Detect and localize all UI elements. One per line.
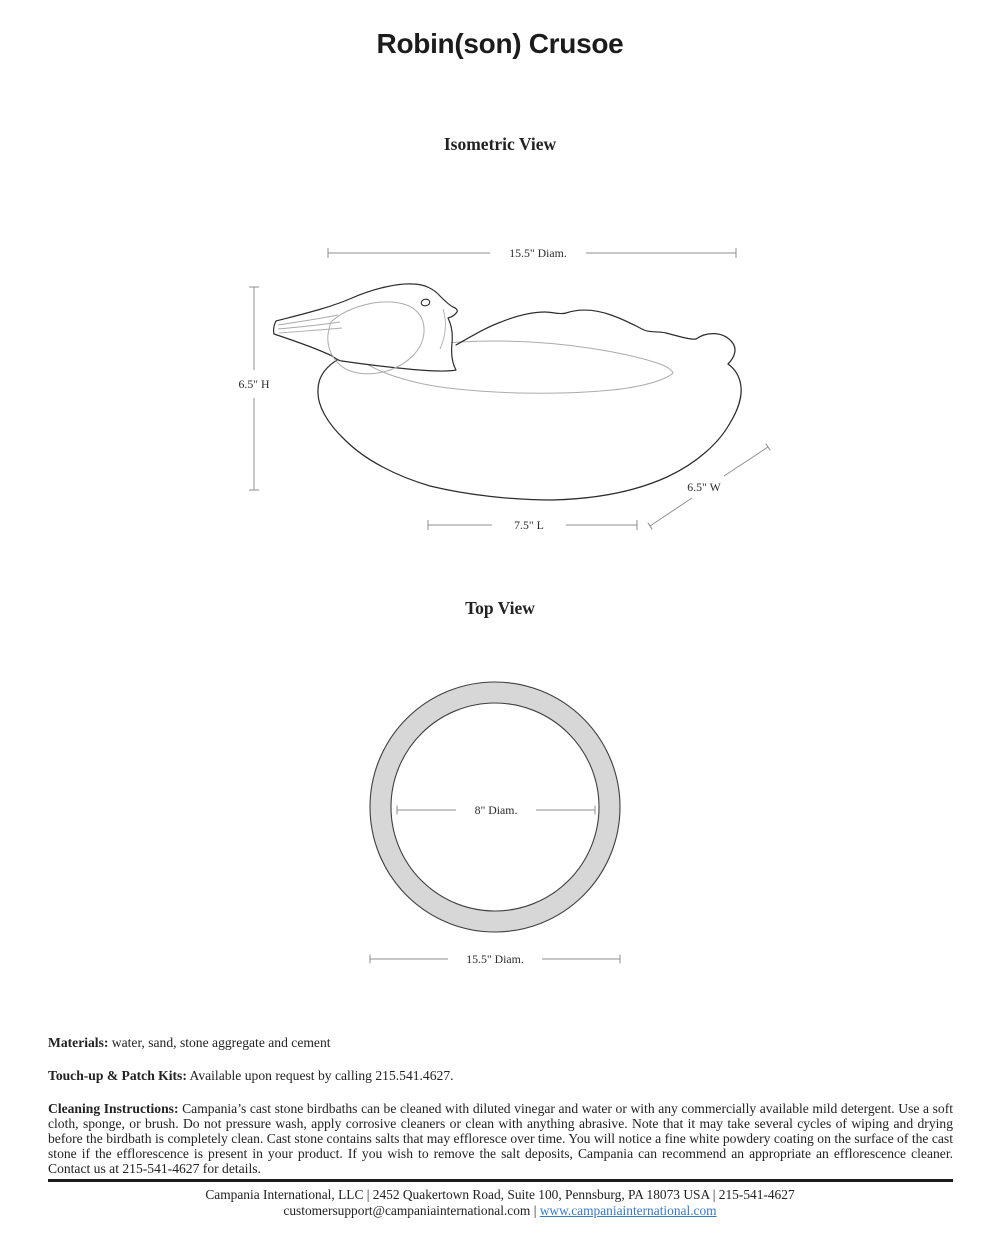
top-view-heading: Top View xyxy=(465,598,535,618)
cleaning-instructions xyxy=(48,1101,953,1177)
bird-body xyxy=(274,284,458,371)
touchup-label: Touch-up & Patch Kits: xyxy=(48,1067,187,1083)
footer-contact xyxy=(0,1203,1000,1219)
touchup-row xyxy=(48,1068,953,1083)
dim-tick xyxy=(766,444,770,451)
footer-separator: | xyxy=(530,1203,540,1218)
cleaning-label: Cleaning Instructions: xyxy=(48,1100,179,1116)
isometric-view-heading: Isometric View xyxy=(443,134,557,154)
footer-address: Campania International, LLC | 2452 Quakertown Road, Suite 100, Pennsburg, PA 18073 USA | 215-541-4627 xyxy=(205,1187,795,1202)
materials-row xyxy=(48,1035,953,1050)
website-link[interactable]: www.campaniainternational.com xyxy=(539,1203,717,1218)
materials-label: Materials: xyxy=(48,1034,109,1050)
top-inner-diameter-label: 8" Diam. xyxy=(474,803,518,817)
dim-line-segment xyxy=(650,498,692,526)
iso-length-label: 7.5" L xyxy=(514,518,544,532)
iso-height-label: 6.5" H xyxy=(238,377,270,391)
cleaning-value: Campania’s cast stone birdbaths can be cleaned with diluted vinegar and water or with any commercially available mild detergent. Use a soft cloth, sponge, or brush. Do not pressure wash, apply corrosive cleaners or clean with anything abrasive. Note that it may take several cycles of wiping and drying before the birdbath is completely clean. Cast stone contains salts that may effloresce over time. You will notice a fine white powdery coating on the surface of the cast stone if the efflorescence is present in your product. If you wish to remove the salt deposits, Campania can recommend an appropriate an efflorescence cleaner. Contact us at 215-541-4627 for details. xyxy=(48,1100,954,1177)
page-title: Robin(son) Crusoe xyxy=(376,28,624,59)
touchup-value: Available upon request by calling 215.541.4627. xyxy=(186,1067,454,1083)
materials-value: water, sand, stone aggregate and cement xyxy=(108,1034,331,1050)
top-outer-diameter-label: 15.5" Diam. xyxy=(466,952,524,966)
footer-divider xyxy=(48,1179,953,1182)
iso-diameter-label: 15.5" Diam. xyxy=(509,246,567,260)
birdbath-drawing xyxy=(274,284,742,500)
dim-line-segment xyxy=(724,447,768,476)
footer-email: customersupport@campaniainternational.com xyxy=(283,1203,531,1218)
iso-width-label: 6.5" W xyxy=(687,480,721,494)
bowl-rim-line xyxy=(456,310,696,345)
